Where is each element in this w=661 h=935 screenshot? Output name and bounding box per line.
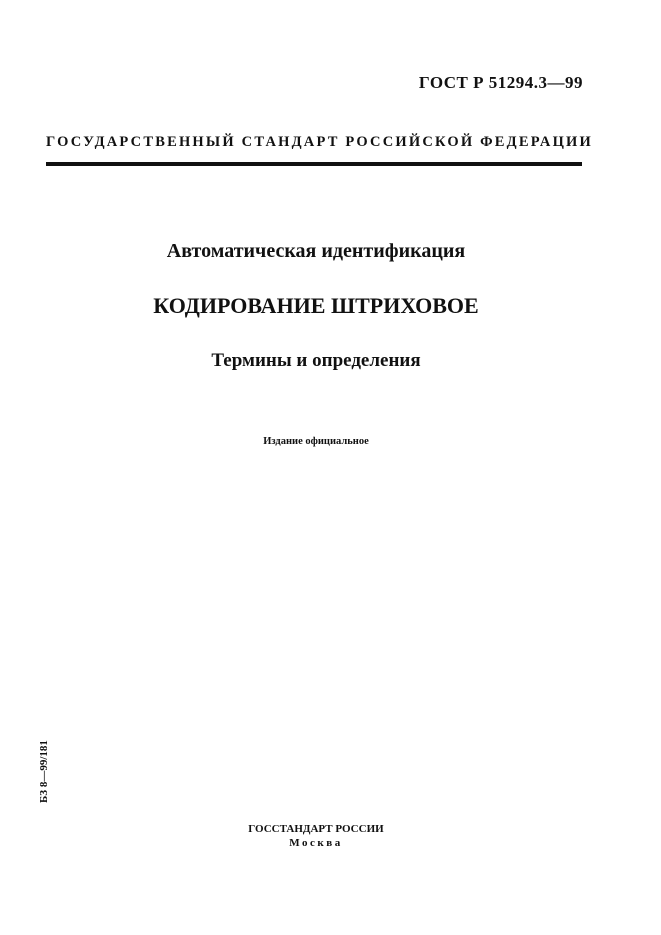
side-catalog-code: БЗ 8—99/181 xyxy=(38,740,50,803)
publisher-name: ГОССТАНДАРТ РОССИИ xyxy=(248,823,384,835)
header-divider xyxy=(46,162,582,166)
document-title-line-1: Автоматическая идентификация xyxy=(166,240,466,262)
publisher-city: Москва xyxy=(289,837,343,849)
document-title-line-3: Термины и определения xyxy=(211,350,421,371)
edition-note: Издание официальное xyxy=(263,436,369,447)
state-standard-header: ГОСУДАРСТВЕННЫЙ СТАНДАРТ РОССИЙСКОЙ ФЕДЕРАЦИИ xyxy=(46,134,594,150)
document-title-line-2: КОДИРОВАНИЕ ШТРИХОВОЕ xyxy=(153,293,479,318)
document-code: ГОСТ Р 51294.3—99 xyxy=(418,73,583,92)
